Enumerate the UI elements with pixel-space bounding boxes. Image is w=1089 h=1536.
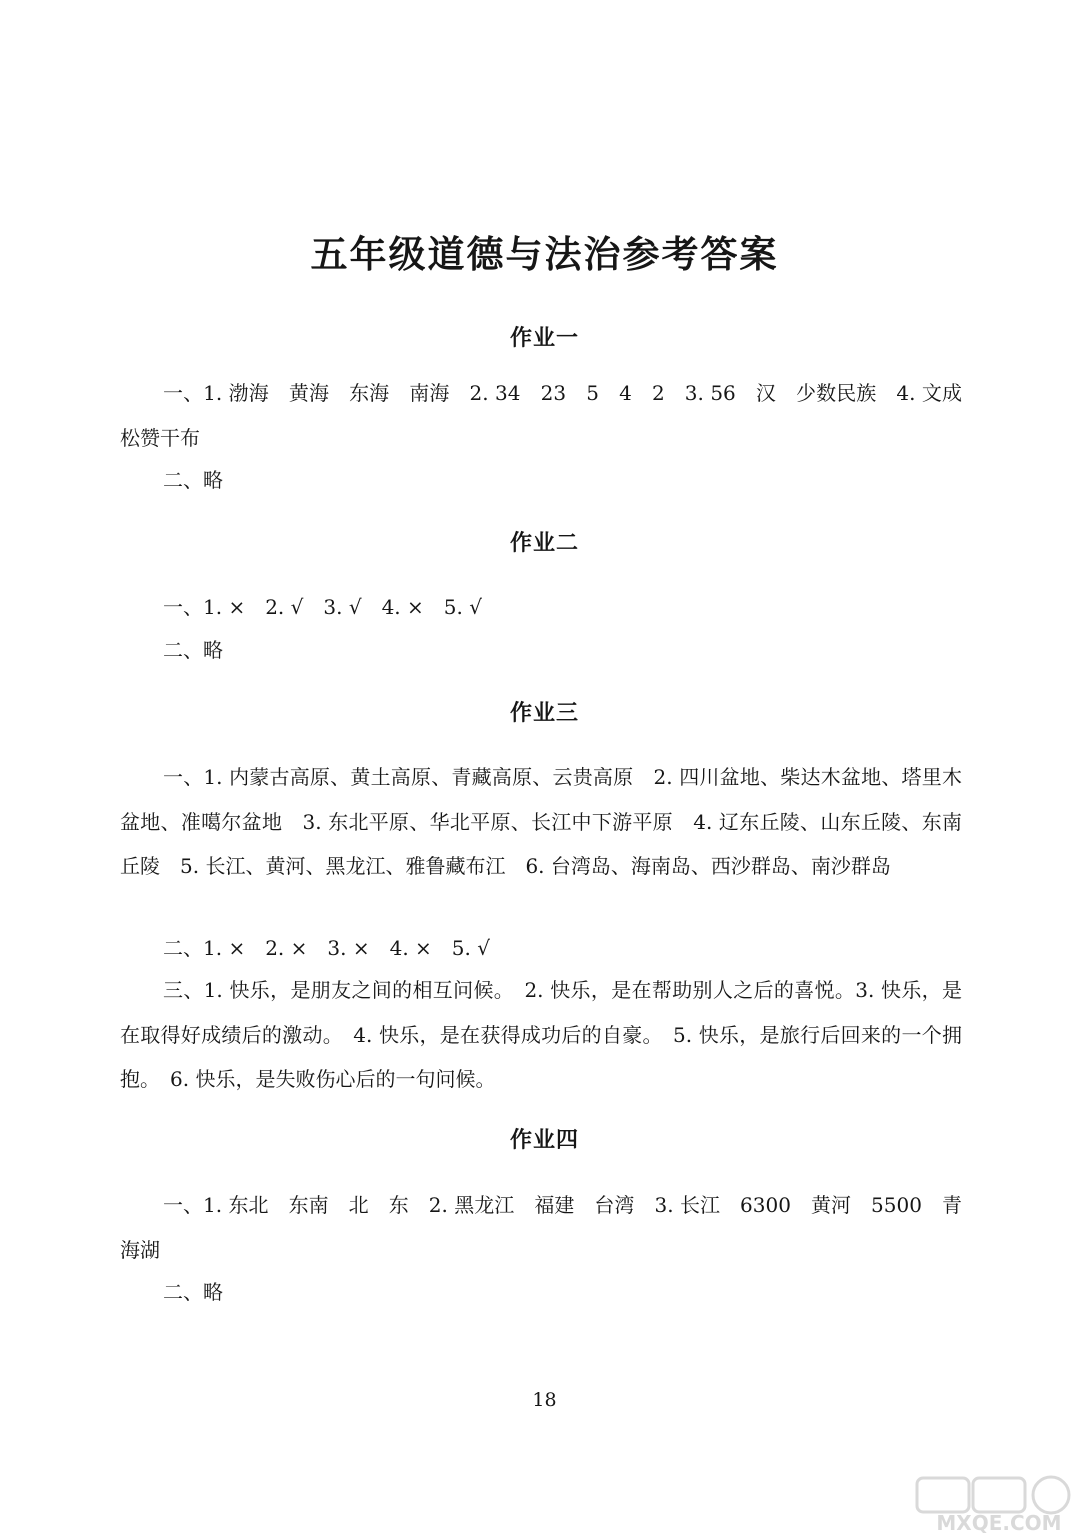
page-number: 18 [532, 1389, 557, 1411]
answer-paragraph: 二、略 [163, 468, 223, 492]
answer-paragraph: 二、略 [163, 638, 223, 662]
answer-paragraph: 一、1. × 2. √ 3. √ 4. × 5. √ [163, 595, 482, 619]
page-title: 五年级道德与法治参考答案 [310, 232, 779, 276]
answer-paragraph: 二、1. × 2. × 3. × 4. × 5. √ [163, 936, 490, 960]
answer-paragraph: 一、1. 渤海 黄海 东海 南海 2. 34 23 5 4 2 3. 56 汉 少数民族 4. 文成 松赞干布 [120, 381, 982, 450]
section-heading-3: 作业三 [509, 701, 579, 726]
answer-paragraph: 一、1. 内蒙古高原、黄土高原、青藏高原、云贵高原 2. 四川盆地、柴达木盆地、塔里木盆地、准噶尔盆地 3. 东北平原、华北平原、长江中下游平原 4. 辽东丘陵、山东丘陵、东南丘陵 5. 长江、黄河、黑龙江、雅鲁藏布江 6. 台湾岛、海南岛、西沙群岛、南沙群岛 [120, 765, 962, 878]
answer-paragraph: 三、1. 快乐，是朋友之间的相互问候。 2. 快乐，是在帮助别人之后的喜悦。3. 快乐，是在取得好成绩后的激动。 4. 快乐，是在获得成功后的自豪。 5. 快乐，是旅行后回来的一个拥抱。 6. 快乐，是失败伤心后的一句问候。 [120, 978, 962, 1091]
watermark-logo [913, 1474, 1085, 1534]
answer-paragraph: 二、略 [163, 1280, 223, 1304]
section-heading-2: 作业二 [509, 531, 579, 556]
answer-paragraph: 一、1. 东北 东南 北 东 2. 黑龙江 福建 台湾 3. 长江 6300 黄河 5500 青海湖 [120, 1193, 962, 1262]
section-heading-4: 作业四 [509, 1128, 579, 1153]
section-heading-1: 作业一 [509, 326, 579, 351]
watermark-url: MXQE.COM [936, 1511, 1062, 1534]
